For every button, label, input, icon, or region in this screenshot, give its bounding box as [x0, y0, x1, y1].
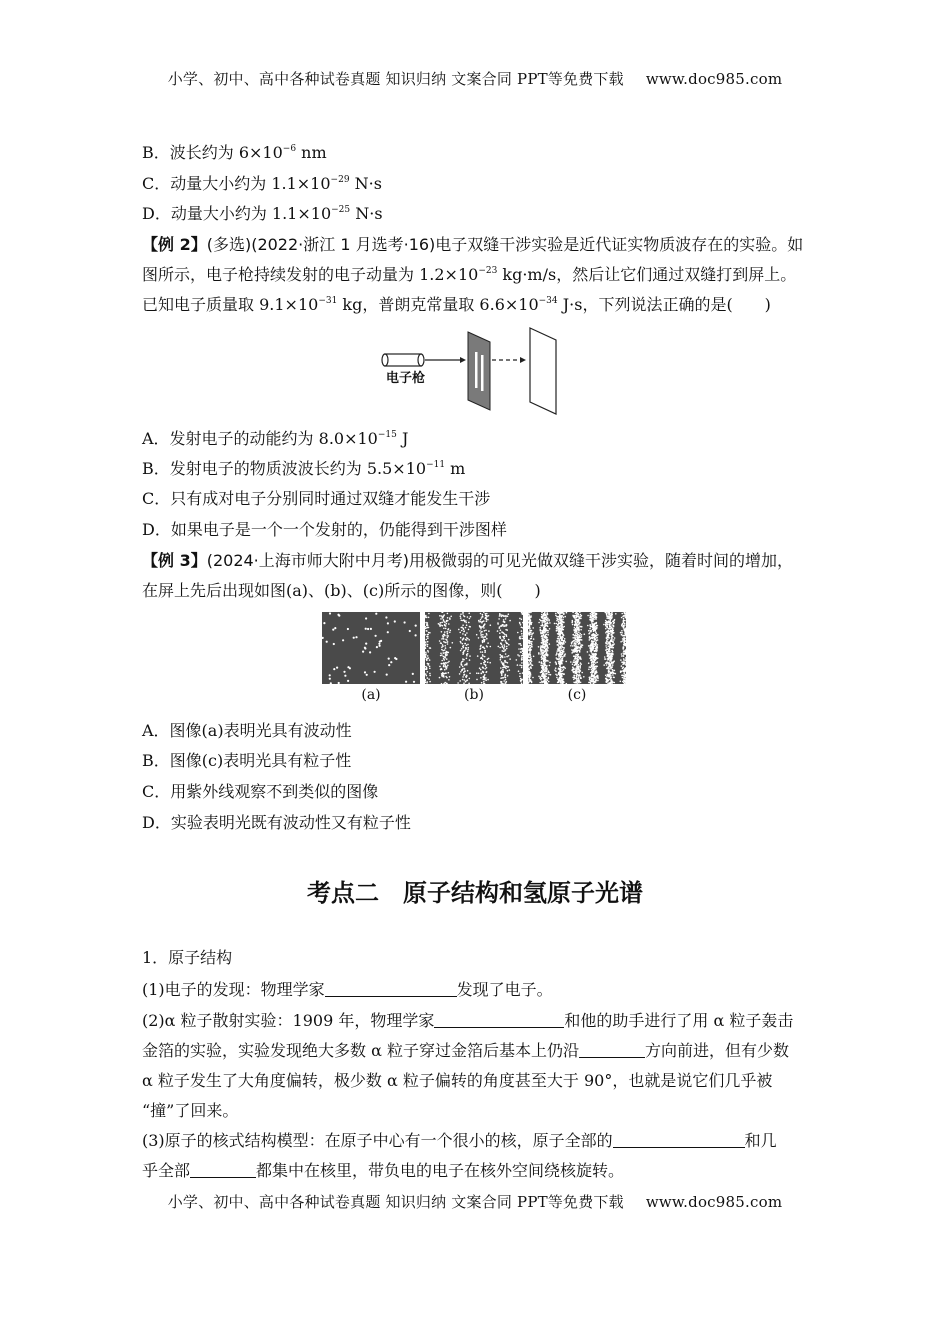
interference-figure — [322, 612, 627, 708]
page-header — [0, 68, 950, 89]
atom-heading: 1．原子结构 — [142, 948, 233, 967]
panel-a-image — [322, 612, 420, 684]
q1-option-c: C．动量大小约为 $1.1\times 10^{-29}$ N·s — [142, 174, 382, 193]
panel-b-label: (b) — [464, 687, 484, 703]
atom-p3-line2: 乎全部 都集中在核里，带负电的电子在核外空间绕核旋转。 — [142, 1161, 625, 1180]
electron-gun-diagram — [380, 324, 570, 416]
example3-source: (2024·上海市师大附中月考) — [206, 551, 410, 570]
atom-p2-line1: (2)α 粒子散射实验：1909 年，物理学家 和他的助手进行了用 α 粒子轰击 — [142, 1011, 794, 1030]
answer-blank — [190, 1162, 256, 1178]
q1-option-d: D．动量大小约为 $1.1\times 10^{-25}$ N·s — [142, 204, 383, 223]
panel-c-label: (c) — [567, 687, 587, 703]
example3-line1: 【例 3】(2024·上海市师大附中月考)用极微弱的可见光做双缝干涉实验，随着时间的增加， — [142, 551, 794, 570]
example3-option-a: A．图像(a)表明光具有波动性 — [142, 721, 352, 740]
example3-option-b: B．图像(c)表明光具有粒子性 — [142, 751, 352, 770]
atom-p2-line2: 金箔的实验，实验发现绝大多数 α 粒子穿过金箔后基本上仍沿 方向前进，但有少数 — [142, 1041, 789, 1060]
answer-blank — [579, 1042, 645, 1058]
answer-blank — [613, 1132, 745, 1148]
example3-line2: 在屏上先后出现如图(a)、(b)、(c)所示的图像，则( ) — [142, 581, 541, 600]
atom-p3-line1: (3)原子的核式结构模型：在原子中心有一个很小的核，原子全部的 和几 — [142, 1131, 777, 1150]
example2-source: (多选)(2022·浙江 1 月选考·16) — [206, 235, 436, 254]
answer-blank — [434, 1012, 564, 1028]
atom-p2-line4: “撞”了回来。 — [142, 1101, 239, 1120]
example2-line3: 已知电子质量取 $9.1\times 10^{-31}$ kg，普朗克常量取 $6.6\times 10^{-34}$ J·s，下列说法正确的是( ) — [142, 295, 771, 314]
double-slit-plate — [468, 332, 490, 410]
example2-option-d: D．如果电子是一个一个发射的，仍能得到干涉图样 — [142, 520, 507, 539]
footer-text: 小学、初中、高中各种试卷真题 知识归纳 文案合同 PPT等免费下载 — [167, 1193, 624, 1211]
example2-line2: 图所示，电子枪持续发射的电子动量为 $1.2\times 10^{-23}$ kg·m/s，然后让它们通过双缝打到屏上。 — [142, 265, 797, 284]
header-site: www.doc985.com — [645, 70, 783, 88]
page-footer — [0, 1191, 950, 1212]
detector-screen — [530, 328, 556, 414]
example3-tag: 【例 3】 — [142, 551, 207, 570]
example2-option-a: A．发射电子的动能约为 $8.0\times 10^{-15}$ J — [142, 429, 409, 448]
panel-a-label: (a) — [361, 687, 381, 703]
example2-line1: 【例 2】(多选)(2022·浙江 1 月选考·16)电子双缝干涉实验是近代证实物质波存在的实验。如 — [142, 235, 804, 254]
electron-gun-label: 电子枪 — [386, 371, 426, 386]
panel-c-image — [528, 612, 626, 684]
panel-b-image — [425, 612, 523, 684]
electron-gun-icon — [382, 354, 424, 366]
header-text: 小学、初中、高中各种试卷真题 知识归纳 文案合同 PPT等免费下载 — [167, 70, 624, 88]
answer-blank — [325, 981, 457, 997]
example3-option-d: D．实验表明光既有波动性又有粒子性 — [142, 813, 411, 832]
example2-option-c: C．只有成对电子分别同时通过双缝才能发生干涉 — [142, 489, 491, 508]
example3-option-c: C．用紫外线观察不到类似的图像 — [142, 782, 379, 801]
atom-p2-line3: α 粒子发生了大角度偏转，极少数 α 粒子偏转的角度甚至大于 90°，也就是说它们几乎被 — [142, 1071, 773, 1090]
example2-tag: 【例 2】 — [142, 235, 207, 254]
section-title: 考点二 原子结构和氢原子光谱 — [307, 879, 643, 907]
atom-p1: (1)电子的发现：物理学家 发现了电子。 — [142, 980, 553, 999]
footer-site: www.doc985.com — [645, 1193, 783, 1211]
q1-option-b: B．波长约为 $6\times 10^{-6}$ nm — [142, 143, 327, 162]
example2-option-b: B．发射电子的物质波波长约为 $5.5\times 10^{-11}$ m — [142, 459, 466, 478]
